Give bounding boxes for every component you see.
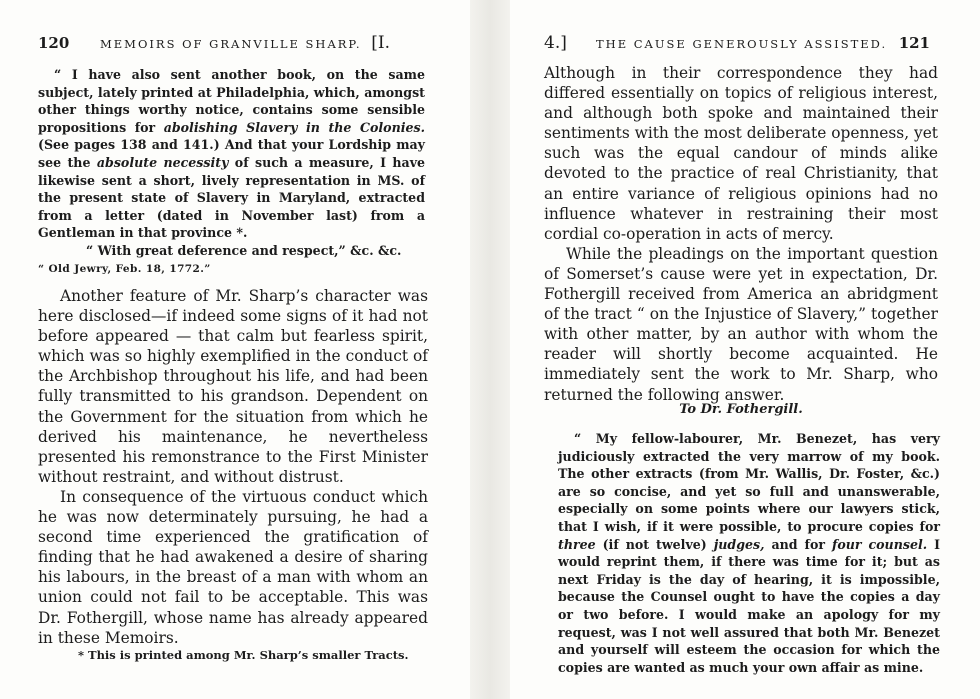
right-chapter-mark: 4.] — [544, 33, 567, 53]
left-running-head — [38, 33, 430, 56]
body-paragraph: While the pleadings on the important question of Somerset’s cause were yet in expectation, Dr. Fothergill received from America an abridgment of the tract “ on the Injustice of Slavery,” together with other matter, by an author with whom the reader will shortly become acquainted. He immediately sent the work to Mr. Sharp, who returned the following answer. — [544, 244, 938, 404]
right-running-title: THE CAUSE GENEROUSLY ASSISTED. — [596, 37, 888, 51]
body-paragraph: Another feature of Mr. Sharp’s character was here disclosed—if indeed some signs of it had not before appeared — that calm but fearless spirit, which was so highly exemplified in the conduct of the Archbishop throughout his life, and had been fully transmitted to his grandson. Dependent on the Government for the situation from which he derived his maintenance, he nevertheless presented his remonstrance to the First Minister without restraint, and without distrust. — [38, 287, 428, 486]
left-chapter-mark: [I. — [371, 33, 390, 53]
body-paragraph: In consequence of the virtuous conduct which he was now determinately pursuing, he had a second time experienced the gratification of finding that he had awakened a desire of sharing his labours, in the breast of a man with whom an union could not fail to be acceptable. This was Dr. Fothergill, whose name has already appeared in these Memoirs. — [38, 487, 428, 647]
right-running-head — [544, 33, 940, 56]
right-body-text — [544, 63, 938, 405]
left-running-title: MEMOIRS OF GRANVILLE SHARP. — [100, 37, 362, 51]
quote-dateline: “ Old Jewry, Feb. 18, 1772.” — [38, 262, 211, 275]
left-quoted-letter — [38, 66, 425, 278]
book-gutter — [470, 0, 510, 699]
left-body-text — [38, 286, 428, 648]
body-paragraph: Although in their correspondence they had differed essentially on topics of religious interest, and although both spoke and maintained their sentiments with the most deliberate openness, yet such was the equal candour of minds alike devoted to the practice of real Christianity, that an entire variance of religious opinions had no influence whatever in restraining their most cordial co-operation in acts of mercy. — [544, 64, 938, 243]
footnote: * This is printed among Mr. Sharp’s smaller Tracts. — [78, 648, 409, 662]
right-quoted-letter — [558, 430, 940, 676]
letter-heading: To Dr. Fothergill. — [679, 402, 803, 417]
right-page-number: 121 — [898, 34, 930, 52]
letter-paragraph: “ My fellow-labourer, Mr. Benezet, has very judiciously extracted the very marrow of my book. The other extracts (from Mr. Wallis, Dr. Foster, &c.) are so concise, and yet so full and unanswerable, especially on some points where our lawyers stick, that I wish, if it were possible, to procure copies for three (if not twelve) judges, and for four counsel. I would reprint them, if there was time for it; but as next Friday is the day of hearing, it is impossible, because the Counsel ought to have the copies a day or two before. I would make an apology for my request, was I not well assured that both Mr. Benezet and yourself will esteem the occasion for which the copies are wanted as much your own affair as mine. — [558, 431, 940, 675]
quote-closing: “ With great deference and respect,” &c. &c. — [86, 242, 402, 258]
left-page-number: 120 — [38, 34, 70, 52]
quote-paragraph: “ I have also sent another book, on the same subject, lately printed at Philadelphia, which, amongst other things worthy notice, contains some sensible propositions for abolishing Slavery in the Colonies. (See pages 138 and 141.) And that your Lordship may see the absolute necessity of such a measure, I have likewise sent a short, lively representation in MS. of the present state of Slavery in Maryland, extracted from a letter (dated in November last) from a Gentleman in that province *. — [38, 67, 426, 241]
